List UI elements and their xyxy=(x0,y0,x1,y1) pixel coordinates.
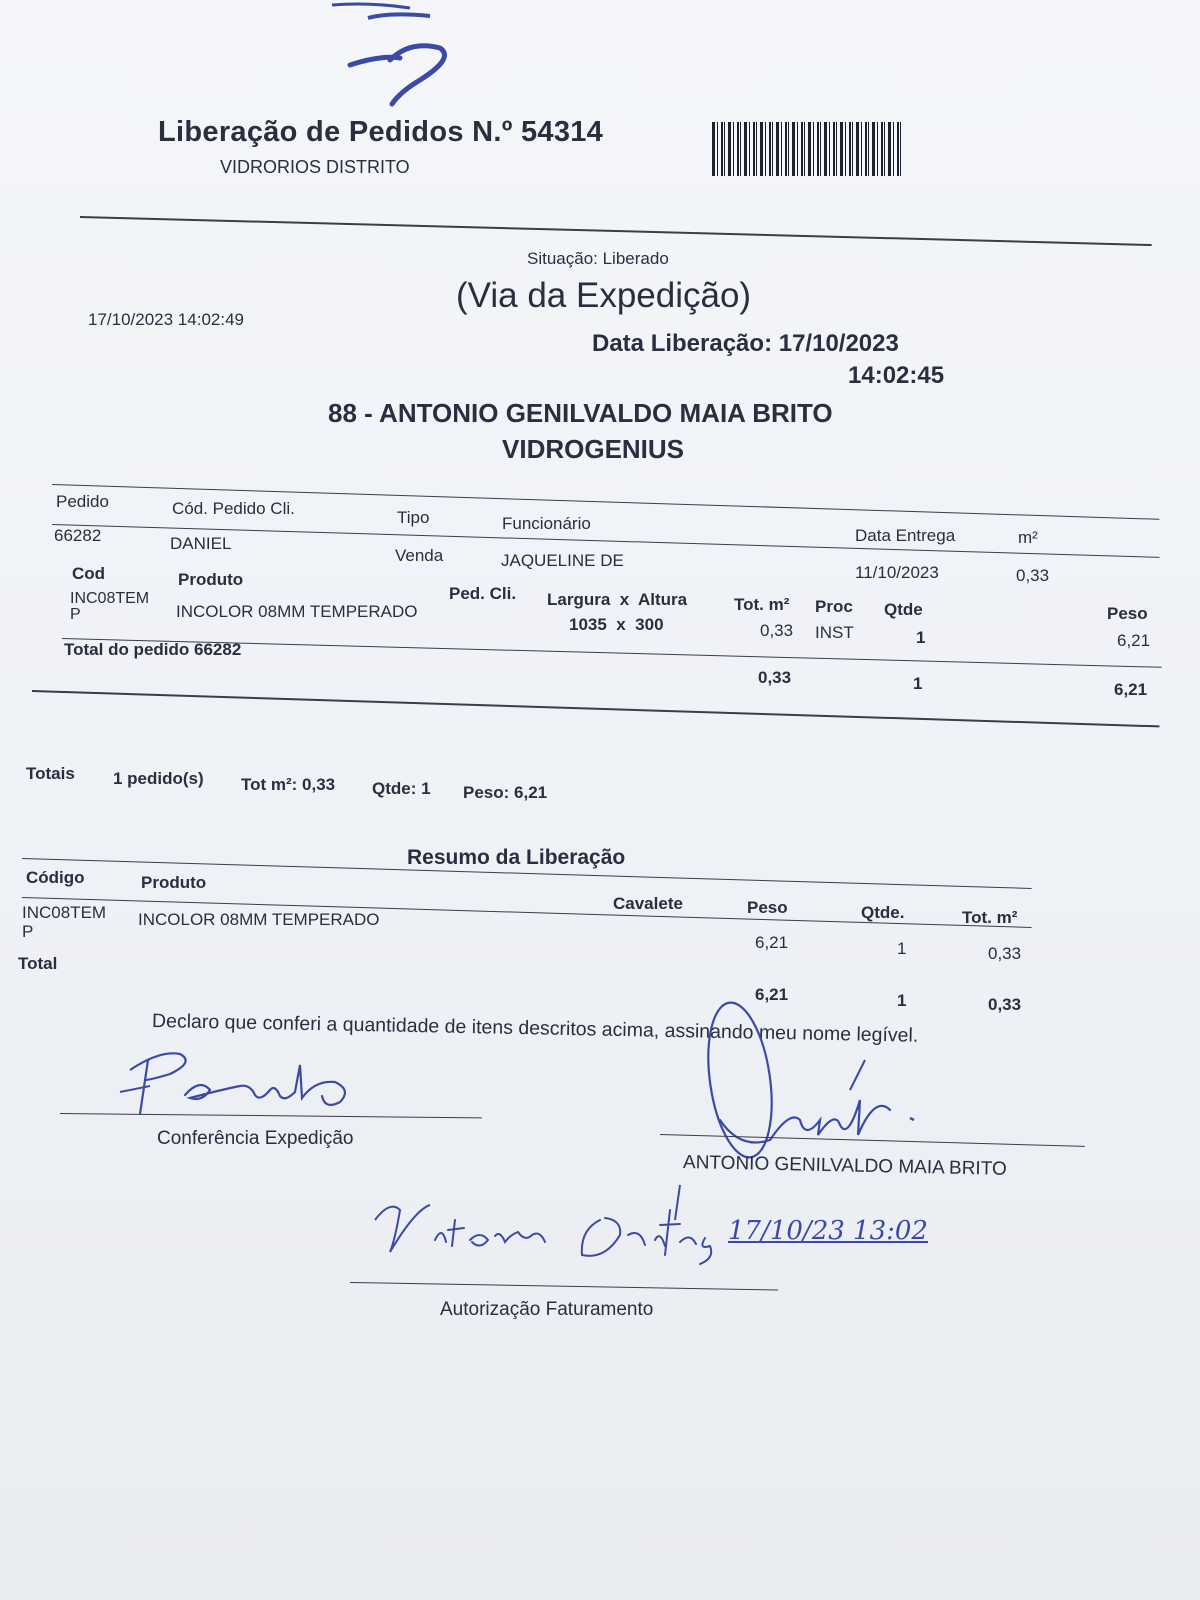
autorizacao-label: Autorização Faturamento xyxy=(440,1299,654,1320)
col-pedido: Pedido xyxy=(56,492,109,511)
resumo-col-qtde: Qtde. xyxy=(861,903,905,922)
totais-label: Totais xyxy=(26,764,75,783)
order-total-qtde: 1 xyxy=(913,674,923,693)
resumo-total-qtde: 1 xyxy=(897,991,907,1010)
col-m2: m² xyxy=(1018,528,1038,547)
totais-qtde: Qtde: 1 xyxy=(372,779,431,798)
item-produto: INCOLOR 08MM TEMPERADO xyxy=(176,602,418,621)
order-m2: 0,33 xyxy=(1016,566,1050,585)
hora-liberacao: 14:02:45 xyxy=(848,362,945,389)
handwritten-date: 17/10/23 13:02 xyxy=(728,1216,928,1246)
totais-tot-m2: Tot m²: 0,33 xyxy=(241,775,336,794)
resumo-total-tot-m2: 0,33 xyxy=(988,995,1022,1014)
client-company: VIDROGENIUS xyxy=(502,434,685,464)
resumo-total-peso: 6,21 xyxy=(755,985,789,1004)
item-dimensoes: 1035 x 300 xyxy=(569,615,664,634)
item-peso: 6,21 xyxy=(1117,631,1151,650)
resumo-cod-line2: P xyxy=(22,922,34,941)
order-total-m2: 0,33 xyxy=(758,668,792,687)
resumo-col-cavalete: Cavalete xyxy=(613,894,683,913)
item-col-peso: Peso xyxy=(1107,604,1148,623)
signature-client xyxy=(700,1000,930,1170)
signature-vitoria-dantas xyxy=(360,1180,780,1290)
resumo-col-produto: Produto xyxy=(141,873,207,892)
item-col-cod: Cod xyxy=(72,564,106,583)
order-cod-pedido-cli: DANIEL xyxy=(170,534,232,553)
col-data-entrega: Data Entrega xyxy=(855,526,956,545)
col-tipo: Tipo xyxy=(397,508,430,527)
resumo-peso: 6,21 xyxy=(755,933,789,952)
barcode xyxy=(712,122,902,176)
pen-mark-top xyxy=(330,0,470,115)
item-cod-line2: P xyxy=(70,606,81,623)
header-divider xyxy=(80,216,1152,246)
totais-peso: Peso: 6,21 xyxy=(463,783,548,802)
order-data-entrega: 11/10/2023 xyxy=(855,563,939,582)
item-tot-m2: 0,33 xyxy=(760,621,794,640)
printed-timestamp: 17/10/2023 14:02:49 xyxy=(88,310,244,329)
client-name: 88 - ANTONIO GENILVALDO MAIA BRITO xyxy=(328,398,833,428)
declaration-text: Declaro que conferi a quantidade de itens descritos acima, assinando meu nome legível. xyxy=(151,1010,919,1047)
order-tipo: Venda xyxy=(395,546,444,565)
resumo-title: Resumo da Liberação xyxy=(407,846,626,869)
item-col-tot-m2: Tot. m² xyxy=(734,595,790,614)
order-funcionario: JAQUELINE DE xyxy=(501,551,624,570)
client-signature-label: ANTONIO GENILVALDO MAIA BRITO xyxy=(682,1152,1007,1180)
order-total-label: Total do pedido 66282 xyxy=(64,640,242,659)
item-col-qtde: Qtde xyxy=(884,600,923,619)
order-total-peso: 6,21 xyxy=(1114,680,1148,699)
resumo-col-tot-m2: Tot. m² xyxy=(962,908,1018,927)
item-col-ped-cli: Ped. Cli. xyxy=(449,584,517,603)
item-col-proc: Proc xyxy=(815,597,853,616)
conferencia-label: Conferência Expedição xyxy=(157,1128,354,1149)
item-qtde: 1 xyxy=(916,628,926,647)
resumo-qtde: 1 xyxy=(897,939,907,958)
item-col-largura-altura: Largura x Altura xyxy=(547,590,688,609)
col-funcionario: Funcionário xyxy=(502,514,591,533)
resumo-total-label: Total xyxy=(18,954,58,973)
totais-pedidos: 1 pedido(s) xyxy=(113,769,204,788)
order-bottom-rule xyxy=(32,690,1160,727)
item-cod-line1: INC08TEM xyxy=(70,590,150,607)
resumo-produto: INCOLOR 08MM TEMPERADO xyxy=(138,910,380,929)
document-title: Liberação de Pedidos N.º 54314 xyxy=(158,116,604,148)
signature-paulo xyxy=(90,1040,400,1120)
col-cod-pedido-cli: Cód. Pedido Cli. xyxy=(172,499,295,518)
situacao: Situação: Liberado xyxy=(527,249,669,268)
resumo-tot-m2: 0,33 xyxy=(988,944,1022,963)
resumo-col-codigo: Código xyxy=(26,868,85,887)
resumo-cod-line1: INC08TEM xyxy=(22,903,107,922)
item-col-produto: Produto xyxy=(178,570,244,589)
data-liberacao: Data Liberação: 17/10/2023 xyxy=(592,330,899,357)
company-name: VIDRORIOS DISTRITO xyxy=(220,157,410,177)
item-proc: INST xyxy=(815,623,854,642)
resumo-col-peso: Peso xyxy=(747,898,788,917)
order-pedido: 66282 xyxy=(54,526,102,545)
via-label: (Via da Expedição) xyxy=(456,276,752,315)
